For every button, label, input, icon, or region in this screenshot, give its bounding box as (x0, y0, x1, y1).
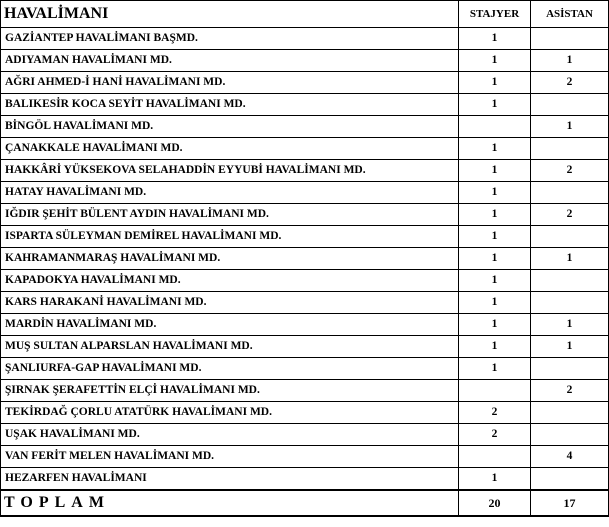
stajyer-cell: 1 (459, 358, 531, 380)
stajyer-cell: 1 (459, 336, 531, 358)
asistan-cell (531, 270, 609, 292)
stajyer-cell: 1 (459, 72, 531, 94)
airport-name-cell: UŞAK HAVALİMANI MD. (1, 424, 459, 446)
stajyer-cell: 1 (459, 94, 531, 116)
airport-name-cell: BİNGÖL HAVALİMANI MD. (1, 116, 459, 138)
stajyer-cell (459, 380, 531, 402)
asistan-cell (531, 402, 609, 424)
stajyer-cell: 1 (459, 468, 531, 491)
airport-name-cell: BALIKESİR KOCA SEYİT HAVALİMANI MD. (1, 94, 459, 116)
asistan-cell (531, 182, 609, 204)
asistan-cell: 1 (531, 50, 609, 72)
table-row (1, 94, 609, 116)
table-row (1, 270, 609, 292)
stajyer-cell: 2 (459, 402, 531, 424)
airport-name-cell: HATAY HAVALİMANI MD. (1, 182, 459, 204)
header-asistan: ASİSTAN (531, 1, 609, 28)
stajyer-cell: 1 (459, 28, 531, 50)
stajyer-cell: 1 (459, 160, 531, 182)
airport-name-cell: VAN FERİT MELEN HAVALİMANI MD. (1, 446, 459, 468)
table-row (1, 138, 609, 160)
airport-name-cell: AĞRI AHMED-İ HANİ HAVALİMANI MD. (1, 72, 459, 94)
table-row (1, 248, 609, 270)
table-row (1, 116, 609, 138)
asistan-cell: 2 (531, 380, 609, 402)
header-stajyer: STAJYER (459, 1, 531, 28)
airport-name-cell: MARDİN HAVALİMANI MD. (1, 314, 459, 336)
total-row (1, 490, 609, 516)
table-row (1, 446, 609, 468)
stajyer-cell: 1 (459, 204, 531, 226)
table-row (1, 314, 609, 336)
airport-name-cell: IĞDIR ŞEHİT BÜLENT AYDIN HAVALİMANI MD. (1, 204, 459, 226)
asistan-cell (531, 424, 609, 446)
airport-name-cell: ISPARTA SÜLEYMAN DEMİREL HAVALİMANI MD. (1, 226, 459, 248)
asistan-cell: 2 (531, 204, 609, 226)
asistan-cell: 4 (531, 446, 609, 468)
total-stajyer: 20 (459, 490, 531, 516)
airport-name-cell: ADIYAMAN HAVALİMANI MD. (1, 50, 459, 72)
asistan-cell (531, 468, 609, 491)
stajyer-cell: 1 (459, 138, 531, 160)
stajyer-cell (459, 116, 531, 138)
stajyer-cell: 1 (459, 50, 531, 72)
airport-name-cell: MUŞ SULTAN ALPARSLAN HAVALİMANI MD. (1, 336, 459, 358)
airport-name-cell: KAHRAMANMARAŞ HAVALİMANI MD. (1, 248, 459, 270)
table-row (1, 380, 609, 402)
asistan-cell: 1 (531, 314, 609, 336)
stajyer-cell: 1 (459, 226, 531, 248)
table-row (1, 358, 609, 380)
asistan-cell: 2 (531, 160, 609, 182)
airport-name-cell: ŞANLIURFA-GAP HAVALİMANI MD. (1, 358, 459, 380)
table-header-row (1, 1, 609, 28)
table-row (1, 160, 609, 182)
asistan-cell (531, 292, 609, 314)
table-row (1, 50, 609, 72)
stajyer-cell: 2 (459, 424, 531, 446)
stajyer-cell: 1 (459, 314, 531, 336)
airport-name-cell: HAKKÂRİ YÜKSEKOVA SELAHADDİN EYYUBİ HAVALİMANI MD. (1, 160, 459, 182)
table-row (1, 292, 609, 314)
asistan-cell (531, 28, 609, 50)
asistan-cell (531, 226, 609, 248)
asistan-cell: 1 (531, 116, 609, 138)
stajyer-cell: 1 (459, 182, 531, 204)
table-row (1, 468, 609, 491)
total-asistan: 17 (531, 490, 609, 516)
asistan-cell: 1 (531, 336, 609, 358)
table-row (1, 336, 609, 358)
airport-name-cell: ÇANAKKALE HAVALİMANI MD. (1, 138, 459, 160)
airport-name-cell: TEKİRDAĞ ÇORLU ATATÜRK HAVALİMANI MD. (1, 402, 459, 424)
stajyer-cell: 1 (459, 248, 531, 270)
airport-name-cell: KARS HARAKANİ HAVALİMANI MD. (1, 292, 459, 314)
asistan-cell (531, 94, 609, 116)
airport-name-cell: HEZARFEN HAVALİMANI (1, 468, 459, 491)
table-row (1, 182, 609, 204)
header-airport: HAVALİMANI (1, 1, 459, 28)
stajyer-cell: 1 (459, 270, 531, 292)
table-row (1, 204, 609, 226)
asistan-cell: 2 (531, 72, 609, 94)
airport-name-cell: GAZİANTEP HAVALİMANI BAŞMD. (1, 28, 459, 50)
stajyer-cell (459, 446, 531, 468)
table-row (1, 72, 609, 94)
table-row (1, 226, 609, 248)
total-label: TOPLAM (1, 490, 459, 516)
airport-name-cell: ŞIRNAK ŞERAFETTİN ELÇİ HAVALİMANI MD. (1, 380, 459, 402)
table-row (1, 424, 609, 446)
table-row (1, 28, 609, 50)
stajyer-cell: 1 (459, 292, 531, 314)
table-body (1, 28, 609, 491)
asistan-cell (531, 138, 609, 160)
airport-name-cell: KAPADOKYA HAVALİMANI MD. (1, 270, 459, 292)
table-row (1, 402, 609, 424)
asistan-cell (531, 358, 609, 380)
asistan-cell: 1 (531, 248, 609, 270)
